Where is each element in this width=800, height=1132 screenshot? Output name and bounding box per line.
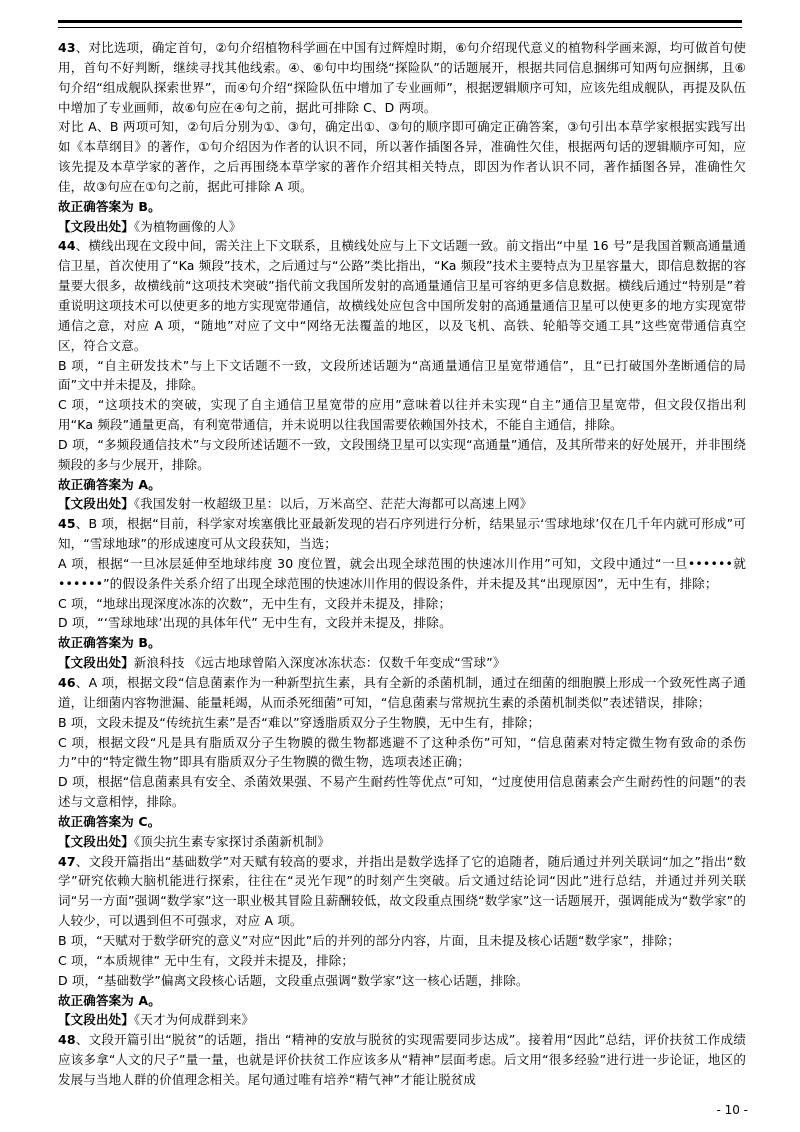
option-analysis: D 项，“多频段通信技术”与文段所述话题不一致，文段围绕卫星可以实现“高通量”通信，及其所带来的好处展开，并非围绕频段的多与少展开，排除。 — [58, 436, 746, 472]
question-number: 48 — [58, 1032, 76, 1048]
source-line: 【文段出处】《为植物画像的人》 — [58, 218, 242, 234]
option-analysis: D 项，“基础数学”偏离文段核心话题，文段重点强调“数学家”这一核心话题，排除。 — [58, 972, 529, 988]
header-rule-thin — [58, 27, 742, 28]
option-analysis: A 项，根据“一旦冰层延伸至地球纬度 30 度位置，就会出现全球范围的快速冰川作用”可知，文段中通过“一旦••••••就••••••”的假设条件关系介绍了出现全球范围的快速冰川作用的假设条件，并未提及其“出现原因”，无中生有，排除； — [58, 555, 746, 591]
explanation-paragraph: 47、文段开篇指出“基础数学”对天赋有较高的要求，并指出是数学选择了它的追随者，随后通过并列关联词“加之”指出“数学”研究依赖大脑机能进行探索，往往在“灵光乍现”的时刻产生突破。后文通过结论词“因此”进行总结，并通过并列关联词“另一方面”强调“数学家”这一职业极其冒险且薪酬较低，故文段重点围绕“数学家”这一话题展开，强调能成为“数学家”的人较少，可以遇到但不可强求，对应 A 项。 — [58, 853, 746, 929]
explanation-paragraph: 46、A 项，根据文段“信息菌素作为一种新型抗生素，具有全新的杀菌机制，通过在细菌的细胞膜上形成一个致死性离子通道，让细菌内容物泄漏、能量耗竭，从而杀死细菌”可知，“信息菌素与常规抗生素的杀菌机制类似”表述错误，排除； — [58, 675, 746, 710]
answer-explanations — [58, 38, 746, 1090]
option-analysis: B 项，“自主研发技术”与上下文话题不一致，文段所述话题为“高通量通信卫星宽带通信”，且“已打破国外垄断通信的局面”文中并未提及，排除。 — [58, 357, 746, 393]
question-43 — [58, 38, 746, 236]
option-analysis: B 项，“天赋对于数学研究的意义”对应“因此”后的并列的部分内容，片面，且未提及核心话题“数学家”，排除； — [58, 932, 680, 948]
source-line: 【文段出处】《顶尖抗生素专家探讨杀菌新机制》 — [58, 833, 331, 849]
explanation-paragraph: 44、横线出现在文段中间，需关注上下文联系，且横线处应与上下文话题一致。前文指出“中星 16 号”是我国首颗高通量通信卫星，首次使用了“Ka 频段”技术，之后通过与“公路”类比指出，“Ka 频段”技术主要特点为卫星容量大，即信息数据的容量要大很多，故横线前“这项技术突破”指代前文我国所发射的高通量通信卫星可容纳更多信息数据。横线后通过“特别是”着重说明这项技术可以使更多的地方实现宽带通信，故横线处应包含中国所发射的高通量通信卫星可以使更多的地方实现宽带通信之意，对应 A 项，“随地”对应了文中“网络无法覆盖的地区，以及飞机、高铁、轮船等交通工具”这些宽带通信真空区，符合文意。 — [58, 238, 746, 353]
question-44 — [58, 236, 746, 514]
source-line: 【文段出处】《我国发射一枚超级卫星：以后，万米高空、茫茫大海都可以高速上网》 — [58, 496, 533, 512]
header-rule-thick — [58, 20, 742, 23]
option-analysis: C 项，“这项技术的突破，实现了自主通信卫星宽带的应用”意味着以往并未实现“自主”通信卫星宽带，但文段仅指出利用“Ka 频段”通量更高，有利宽带通信，并未说明以往我国需要依赖国外技术，不能自主通信，排除。 — [58, 397, 746, 433]
option-analysis: D 项，“‘雪球地球’出现的具体年代” 无中生有，文段并未提及，排除。 — [58, 615, 452, 631]
question-number: 43 — [58, 40, 76, 55]
question-46 — [58, 673, 746, 852]
answer-line: 故正确答案为 B。 — [58, 198, 161, 214]
question-45 — [58, 514, 746, 673]
question-number: 45 — [58, 516, 76, 532]
explanation-paragraph: 对比 A、B 两项可知，②句后分别为①、③句，确定出①、③句的顺序即可确定正确答案，③句引出本草学家根据实践写出如《本草纲目》的著作，①句介绍因为作者的认识不同，所以著作插图各异，准确性欠佳，根据两句话的逻辑顺序可知，应该先提及本草学家的著作，之后再围绕本草学家的著作介绍其相关特点，即因为作者认识不同，著作插图各异，准确性欠佳，故③句应在①句之前，据此可排除 A 项。 — [58, 119, 746, 194]
answer-line: 故正确答案为 A。 — [58, 992, 161, 1008]
explanation-paragraph: 48、文段开篇引出“脱贫”的话题，指出 “精神的安放与脱贫的实现需要同步达成”。接着用“因此”总结，评价扶贫工作成绩应该多拿“人文的尺子”量一量，也就是评价扶贫工作应该多从“精神”层面考虑。后文用“很多经验”进行进一步论证，地区的发展与当地人群的价值理念相关。尾句通过唯有培养“精气神”才能让脱贫成 — [58, 1032, 746, 1087]
option-analysis: C 项，“本质规律” 无中生有，文段并未提及，排除； — [58, 952, 355, 968]
question-number: 47 — [58, 853, 76, 869]
explanation-paragraph: 43、对比选项，确定首句，②句介绍植物科学画在中国有过辉煌时期，⑥句介绍现代意义的植物科学画来源，均可做首句使用，首句不好判断，继续寻找其他线索。④、⑥句中均围绕“探险队”的话题展开，根据共同信息捆绑可知两句应捆绑，且⑥句介绍“组成舰队探索世界”，而④句介绍“探险队伍中增加了专业画师”，根据逻辑顺序可知，应该先组成舰队，再提及队伍中增加了专业画师，故⑥句应在④句之前，据此可排除 C、D 两项。 — [58, 40, 746, 115]
question-number: 44 — [58, 238, 76, 254]
answer-line: 故正确答案为 C。 — [58, 813, 161, 829]
source-line: 【文段出处】新浪科技 《远古地球曾陷入深度冰冻状态：仅数千年变成“雪球”》 — [58, 655, 506, 671]
question-47 — [58, 852, 746, 1031]
answer-line: 故正确答案为 B。 — [58, 635, 161, 651]
option-analysis: C 项，根据文段“凡是具有脂质双分子生物膜的微生物都逃避不了这种杀伤”可知，“信息菌素对特定微生物有致命的杀伤力”中的“特定微生物”即具有脂质双分子生物膜的微生物，选项表述正确； — [58, 734, 746, 770]
option-analysis: D 项，根据“信息菌素具有安全、杀菌效果强、不易产生耐药性等优点”可知，“过度使用信息菌素会产生耐药性的问题”的表述与文意相悖，排除。 — [58, 774, 746, 810]
option-analysis: B 项，文段未提及“传统抗生素”是否“难以”穿透脂质双分子生物膜，无中生有，排除； — [58, 714, 541, 730]
option-analysis: C 项，“地球出现深度冰冻的次数”，无中生有，文段并未提及，排除； — [58, 595, 452, 611]
answer-line: 故正确答案为 A。 — [58, 476, 161, 492]
question-number: 46 — [58, 675, 76, 690]
explanation-paragraph: 45、B 项，根据“目前，科学家对埃塞俄比亚最新发现的岩石序列进行分析，结果显示‘雪球地球’仅在几千年内就可形成”可知，“雪球地球”的形成速度可从文段获知，当选； — [58, 516, 746, 552]
page-number: - 10 - — [716, 1103, 748, 1117]
question-48 — [58, 1030, 746, 1090]
source-line: 【文段出处】《天才为何成群到来》 — [58, 1012, 255, 1028]
